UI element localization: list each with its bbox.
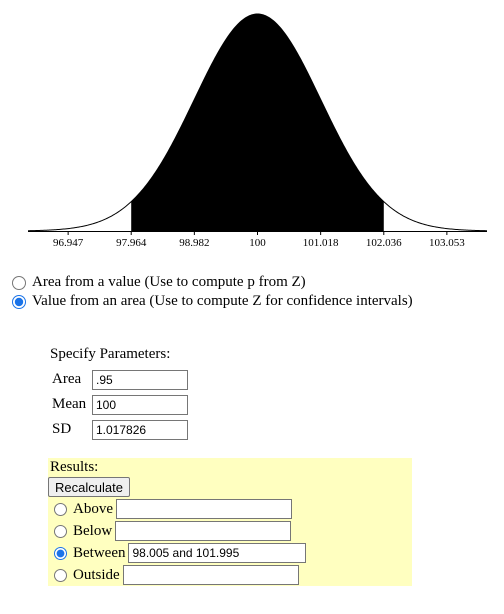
result-above-label: Above xyxy=(73,500,113,517)
parameters-title: Specify Parameters: xyxy=(50,346,171,362)
x-tick-label: 100 xyxy=(249,237,266,249)
x-tick-label: 101.018 xyxy=(302,237,339,249)
sd-label: SD xyxy=(52,421,72,437)
x-tick-label: 96.947 xyxy=(53,237,84,249)
mode-area-from-value-radio[interactable] xyxy=(12,276,26,290)
result-outside-input[interactable] xyxy=(123,565,299,585)
parameters-panel xyxy=(50,346,188,442)
recalculate-button[interactable]: Recalculate xyxy=(48,477,130,497)
results-title: Results: xyxy=(50,459,99,475)
result-outside-label: Outside xyxy=(73,566,120,583)
result-above-row[interactable] xyxy=(54,499,292,519)
mean-label: Mean xyxy=(52,396,87,412)
mode-value-from-area[interactable] xyxy=(12,293,413,310)
shaded-area xyxy=(131,14,384,231)
result-outside-radio[interactable] xyxy=(54,569,67,582)
area-input[interactable] xyxy=(92,370,188,390)
result-above-radio[interactable] xyxy=(54,503,67,516)
sd-row xyxy=(50,417,188,442)
mean-row xyxy=(50,392,188,417)
result-between-row[interactable] xyxy=(54,543,306,563)
mode-value-from-area-label: Value from an area (Use to compute Z for confidence intervals) xyxy=(32,293,413,309)
x-tick-label: 97.964 xyxy=(116,237,147,249)
x-tick-label: 103.053 xyxy=(428,237,465,249)
results-panel xyxy=(48,458,412,586)
mode-value-from-area-radio[interactable] xyxy=(12,295,26,309)
result-between-radio[interactable] xyxy=(54,547,67,560)
mean-input[interactable] xyxy=(92,395,188,415)
result-between-input[interactable] xyxy=(128,543,306,563)
mode-area-from-value[interactable] xyxy=(12,274,306,291)
result-between-label: Between xyxy=(73,544,126,561)
mode-area-from-value-label: Area from a value (Use to compute p from Z) xyxy=(32,274,306,290)
result-below-row[interactable] xyxy=(54,521,291,541)
normal-curve-chart xyxy=(0,0,504,260)
result-below-radio[interactable] xyxy=(54,525,67,538)
sd-input[interactable] xyxy=(92,420,188,440)
result-below-input[interactable] xyxy=(115,521,291,541)
result-below-label: Below xyxy=(73,522,113,539)
area-label: Area xyxy=(52,371,82,387)
x-tick-label: 102.036 xyxy=(365,237,402,249)
area-row xyxy=(50,367,188,392)
x-tick-label: 98.982 xyxy=(179,237,210,249)
result-above-input[interactable] xyxy=(116,499,292,519)
result-outside-row[interactable] xyxy=(54,565,299,585)
